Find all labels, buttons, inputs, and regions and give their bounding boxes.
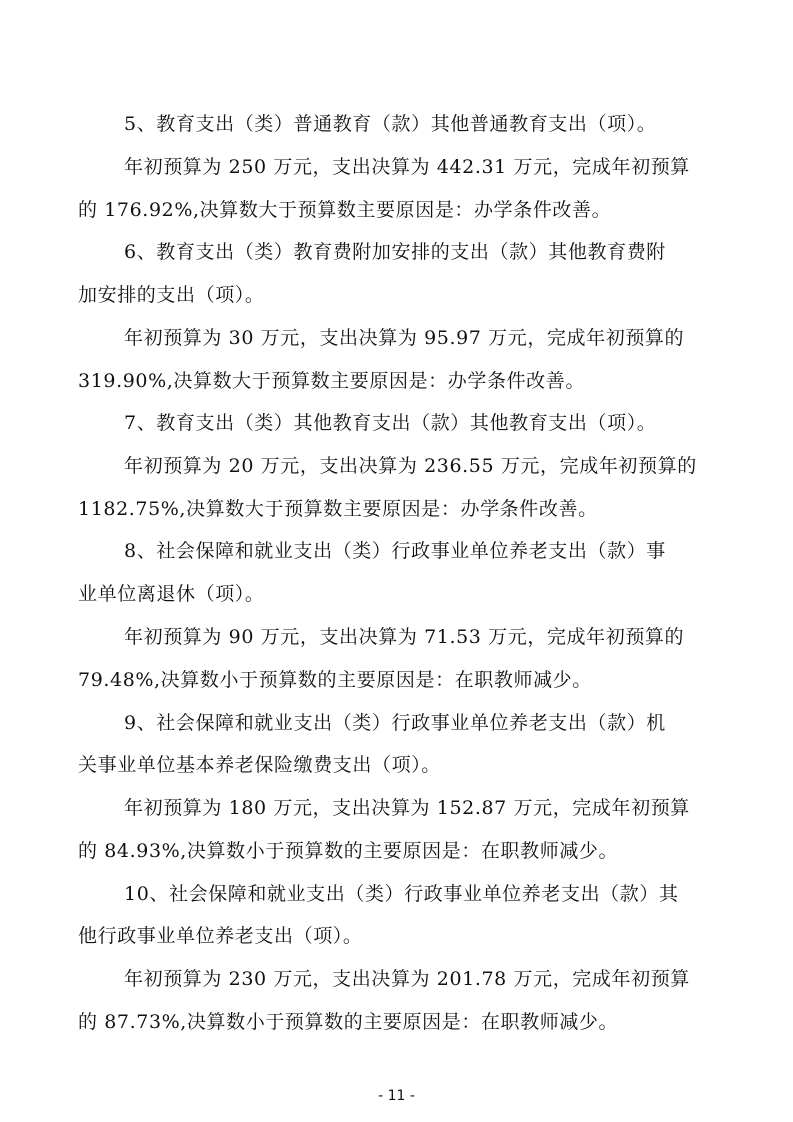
section-8-body-line-2: 79.48%,决算数小于预算数的主要原因是：在职教师减少。 xyxy=(78,669,592,691)
section-5-body-line-2: 的 176.92%,决算数大于预算数主要原因是：办学条件改善。 xyxy=(78,199,612,221)
section-9-body-line-1: 年初预算为 180 万元，支出决算为 152.87 万元，完成年初预算 xyxy=(124,797,690,819)
section-8-heading-line-2: 业单位离退休（项）。 xyxy=(78,583,265,605)
section-9-heading-line-1: 9、社会保障和就业支出（类）行政事业单位养老支出（款）机 xyxy=(124,712,666,734)
section-6-heading-line-2: 加安排的支出（项）。 xyxy=(78,284,265,306)
section-10-heading-line-2: 他行政事业单位养老支出（项）。 xyxy=(78,925,363,947)
section-5-heading: 5、教育支出（类）普通教育（款）其他普通教育支出（项）。 xyxy=(124,113,657,135)
section-9-heading-line-2: 关事业单位基本养老保险缴费支出（项）。 xyxy=(78,754,441,776)
section-6-body-line-1: 年初预算为 30 万元，支出决算为 95.97 万元，完成年初预算的 xyxy=(124,327,685,349)
section-8-heading-line-1: 8、社会保障和就业支出（类）行政事业单位养老支出（款）事 xyxy=(124,540,666,562)
section-7-heading: 7、教育支出（类）其他教育支出（款）其他教育支出（项）。 xyxy=(124,412,657,434)
section-8-body-line-1: 年初预算为 90 万元，支出决算为 71.53 万元，完成年初预算的 xyxy=(124,626,685,648)
section-10-body-line-1: 年初预算为 230 万元，支出决算为 201.78 万元，完成年初预算 xyxy=(124,968,690,990)
section-9-body-line-2: 的 84.93%,决算数小于预算数的主要原因是：在职教师减少。 xyxy=(78,840,619,862)
section-10-heading-line-1: 10、社会保障和就业支出（类）行政事业单位养老支出（款）其 xyxy=(124,883,679,905)
section-10-body-line-2: 的 87.73%,决算数小于预算数的主要原因是：在职教师减少。 xyxy=(78,1011,619,1033)
section-7-body-line-2: 1182.75%,决算数大于预算数主要原因是：办学条件改善。 xyxy=(78,498,598,520)
section-6-heading-line-1: 6、教育支出（类）教育费附加安排的支出（款）其他教育费附 xyxy=(124,241,666,263)
section-7-body-line-1: 年初预算为 20 万元，支出决算为 236.55 万元，完成年初预算的 xyxy=(124,455,697,477)
section-5-body-line-1: 年初预算为 250 万元，支出决算为 442.31 万元，完成年初预算 xyxy=(124,156,690,178)
section-6-body-line-2: 319.90%,决算数大于预算数主要原因是：办学条件改善。 xyxy=(78,370,585,392)
page-number: - 11 - xyxy=(378,1088,415,1104)
